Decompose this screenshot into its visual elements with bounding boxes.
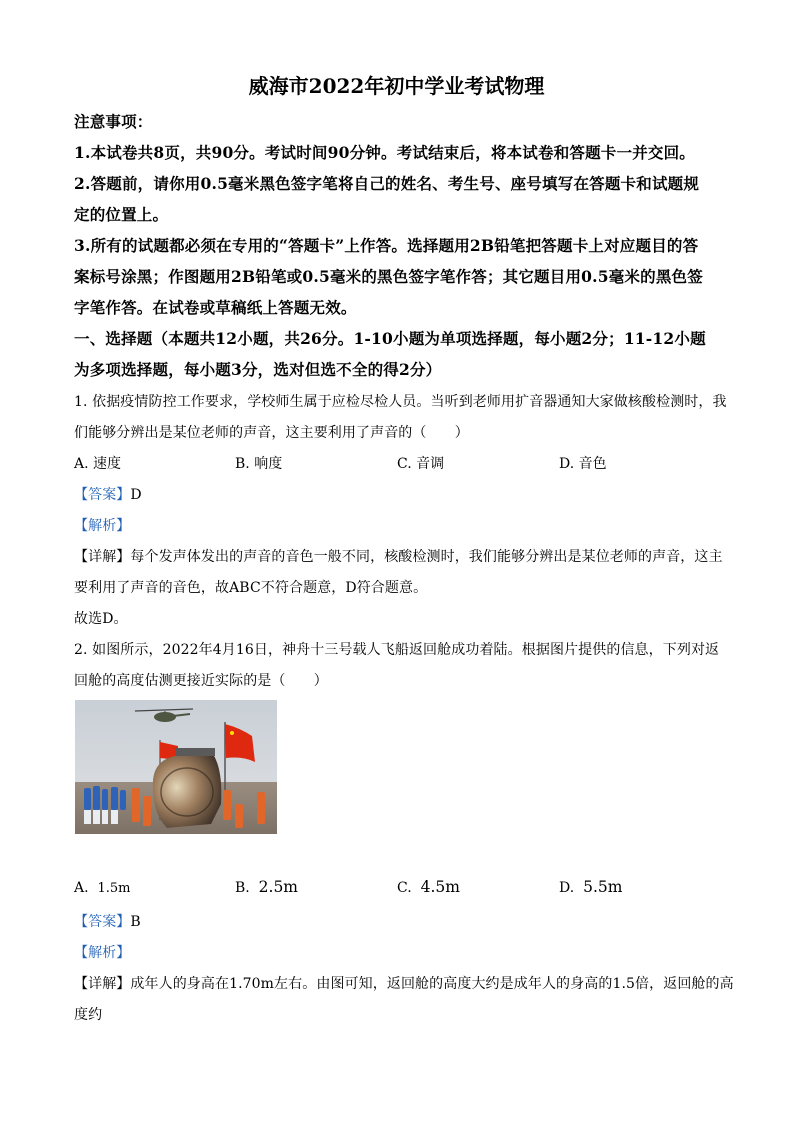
q2-option-b [235,878,298,896]
answer-value: B [130,914,141,930]
question-2-stem: 回舱的高度估测更接近实际的是（ ） [74,673,328,689]
q1-option-a: A. 速度 [74,456,122,472]
q2-analysis-label: 【解析】 [74,945,131,961]
q2-option-a [74,880,130,896]
q1-option-d: D. 音色 [559,456,607,472]
q1-detail-cont: 要利用了声音的音色，故ABC不符合题意，D符合题意。 [74,580,428,596]
option-value: 4.5m [420,878,460,896]
q1-option-b: B. 响度 [235,456,283,472]
question-2-stem: 2. 如图所示，2022年4月16日，神舟十三号载人飞船返回舱成功着陆。根据图片提供的信息，下列对返 [74,642,720,658]
q2-detail-cont: 度约 [74,1007,103,1023]
page-title: 威海市2022年初中学业考试物理 [248,74,545,98]
detail-text: 每个发声体发出的声音的音色一般不同，核酸检测时，我们能够分辨出是某位老师的声音，这主 [130,549,723,565]
answer-value: D [130,487,142,503]
notice-heading: 注意事项： [74,112,153,131]
q2-option-d [559,878,622,896]
option-value: 1.5m [97,881,131,896]
question-1-stem: 们能够分辨出是某位老师的声音，这主要利用了声音的（ ） [74,425,469,441]
notice-line: 3.所有的试题都必须在专用的“答题卡”上作答。选择题用2B铅笔把答题卡上对应题目的答 [74,236,699,255]
q1-conclusion: 故选D。 [74,611,128,627]
detail-label: 【详解】 [74,549,131,565]
q2-answer [74,911,141,931]
detail-text: 成年人的身高在1.70m左右。由图可知，返回舱的高度大约是成年人的身高的1.5倍，返回舱的高 [130,976,734,992]
notice-line: 案标号涂黑；作图题用2B铅笔或0.5毫米的黑色签字笔作答；其它题目用0.5毫米的黑色签 [74,267,703,286]
q1-answer [74,484,142,504]
q1-option-c: C. 音调 [397,456,445,472]
option-letter: A. [74,880,89,896]
section-heading: 一、选择题（本题共12小题，共26分。1-10小题为单项选择题，每小题2分；11-12小题 [74,329,706,348]
notice-line: 2.答题前，请你用0.5毫米黑色签字笔将自己的姓名、考生号、座号填写在答题卡和试题规 [74,174,700,193]
section-heading: 为多项选择题，每小题3分，选对但选不全的得2分） [74,360,442,379]
notice-line: 定的位置上。 [74,205,169,224]
q1-analysis-label: 【解析】 [74,518,131,534]
answer-label: 【答案】 [74,914,131,930]
q1-detail [74,546,723,566]
answer-label: 【答案】 [74,487,131,503]
notice-line: 字笔作答。在试卷或草稿纸上答题无效。 [74,298,357,317]
question-1-stem: 1. 依据疫情防控工作要求，学校师生属于应检尽检人员。当听到老师用扩音器通知大家做核酸检测时，我 [74,394,727,410]
option-letter: C. [397,880,412,896]
option-letter: B. [235,880,250,896]
option-value: 5.5m [583,878,623,896]
capsule-landing-photo [75,700,277,834]
q2-detail [74,973,734,993]
option-letter: D. [559,880,575,896]
option-value: 2.5m [258,878,299,896]
notice-line: 1.本试卷共8页，共90分。考试时间90分钟。考试结束后，将本试卷和答题卡一并交回。 [74,143,696,162]
detail-label: 【详解】 [74,976,131,992]
q2-option-c [397,878,460,896]
